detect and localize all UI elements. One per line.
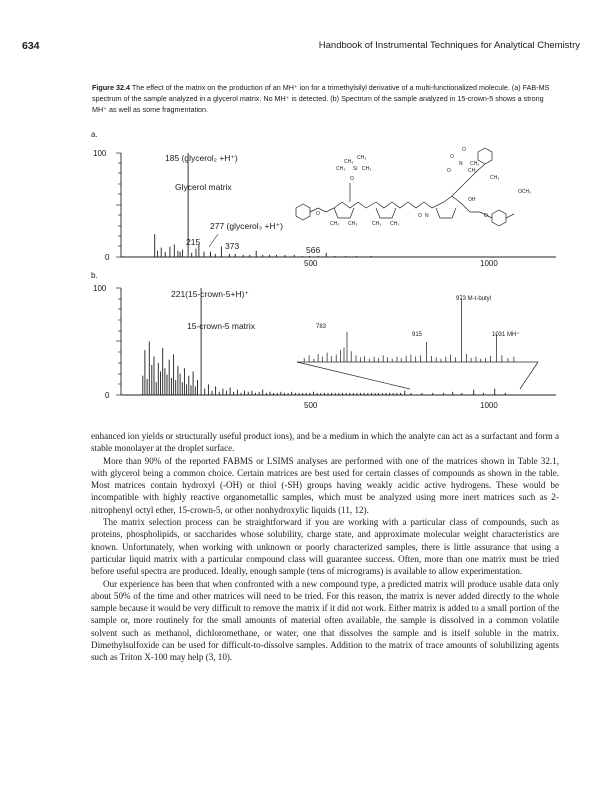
ring-label-o-6: O xyxy=(484,213,488,219)
figure-32-4 xyxy=(0,125,601,420)
ring-label-ch3-3: CH₃ xyxy=(490,175,500,181)
phenyl-ring-top xyxy=(478,148,492,164)
methoxy-bond xyxy=(506,214,514,218)
panel-b-matrix-label: 15-crown-5 matrix xyxy=(187,321,256,331)
ring-label-ch3-2: CH₃ xyxy=(468,168,478,174)
panel-a-xtick-1000: 1000 xyxy=(480,259,498,268)
ring-label-ch3-4: CH₃ xyxy=(330,221,340,227)
ring-label-ch3-7: CH₃ xyxy=(390,221,400,227)
tms-label-o: O xyxy=(350,176,354,182)
inset-annotation-1031: 1031 MH⁺ xyxy=(492,332,520,338)
panel-b-xtick-500: 500 xyxy=(304,401,318,410)
inset-annotation-915: 915 xyxy=(412,332,423,338)
ring-label-o-2: O xyxy=(450,154,454,160)
paragraph-3: The matrix selection process can be straightforward if you are working with a particular class of compounds, such as proteins, phospholipids, or saccharides whose solubility, charge state, and approximate molecular weight characteristics are known. Unfortunately, when working with unknown or poorly characterized samples, there is little assurance that using a particular liquid matrix with a particular compound class will guarantee success. Often, more than one matrix must be tried before useful spectra are produced. Ideally, enough sample (tens of micrograms) is available to allow experimentation. xyxy=(91,517,559,577)
ring-label-n-1: N xyxy=(459,161,463,167)
inset-peaks xyxy=(304,298,514,362)
dioxolane-ring-2 xyxy=(376,208,396,218)
ring-label-ch3-5: CH₃ xyxy=(348,221,358,227)
panel-b-ytick-0: 0 xyxy=(105,391,110,400)
phenyl-ring-right xyxy=(492,210,506,226)
inset-zoom-line-right xyxy=(520,362,538,389)
figure-caption xyxy=(92,82,557,116)
chemical-structure xyxy=(296,148,514,226)
tms-label-ch3-3: CH₃ xyxy=(336,166,346,172)
paragraph-1: enhanced ion yields or structurally useful product ions), and be a medium in which the analyte can act as a surfactant and form a stable monolayer at the droplet surface. xyxy=(91,431,559,454)
ring-label-och3: OCH₃ xyxy=(518,189,532,195)
panel-a-annotation-215: 215 xyxy=(186,237,201,247)
figure-caption-text: The effect of the matrix on the production of an MH⁺ ion for a trimethylsilyl derivative of a multi-functionalized molecule. (a) FAB-MS spectrum of the sample analyzed in a glycerol matrix. No MH⁺ is detected. (b) Spectrum of the sample analyzed in 15-crown-5 shows a strong MH⁺ as well as some fragmentation. xyxy=(92,83,550,115)
paragraph-4: Our experience has been that when confronted with a new compound type, a predicted matrix will produce usable data only about 50% of the time and other matrices will need to be tried. For this reason, the matrix is never added directly to the whole sample because it would be very difficult to remove the matrix if it did not work. Either matrix is added to a small portion of the sample or, more routinely for the small amounts of material often available, the sample is dissolved in a common volatile solvent such as methanol, dichloromethane, or water, one that dissolves the sample and is itself soluble in the matrix. Dimethylsulfoxide can be used for difficult-to-dissolve samples. Addition to the matrix of trace amounts of solubilizing agents such as Triton X-100 may help (3, 10). xyxy=(91,578,559,663)
dioxolane-ring-1 xyxy=(334,208,354,218)
panel-a-matrix-label: Glycerol matrix xyxy=(175,182,232,192)
structure-atom-labels xyxy=(316,147,531,227)
panel-a-annotation-277: 277 (glycerol₃ +H⁺) xyxy=(210,221,283,231)
panel-a-xtick-500: 500 xyxy=(304,259,318,268)
tms-label-ch3-1: CH₃ xyxy=(344,159,354,165)
inset-annotation-973: 973 M-t-butyl xyxy=(456,296,492,302)
ring-label-ch3-1: CH₃ xyxy=(470,161,480,167)
page-header xyxy=(22,40,580,56)
panel-b xyxy=(91,271,556,410)
oxazolidine-ring xyxy=(436,208,456,218)
panel-a-label: a. xyxy=(91,130,98,139)
tms-label-si: Si xyxy=(353,166,358,172)
panel-b-label: b. xyxy=(91,271,98,280)
inset-zoom-line-left xyxy=(297,362,410,389)
panel-b-peaks xyxy=(143,288,506,395)
ring-label-o-5: O xyxy=(316,211,320,217)
running-head: Handbook of Instrumental Techniques for Analytical Chemistry xyxy=(318,40,580,51)
ring-label-o-3: O xyxy=(447,168,451,174)
ring-label-oh: OH xyxy=(468,197,476,203)
phenyl-ring-left xyxy=(296,204,310,220)
ring-label-ch3-6: CH₃ xyxy=(372,221,382,227)
ring-label-o-1: O xyxy=(462,147,466,153)
panel-a-annotation-277-leader xyxy=(209,234,218,247)
tms-label-ch3-4: CH₃ xyxy=(362,166,372,172)
panel-a-annotation-373: 373 xyxy=(225,241,240,251)
body-text xyxy=(91,430,559,664)
panel-a-ytick-100: 100 xyxy=(93,149,107,158)
panel-b-y-ticks xyxy=(116,288,121,395)
ring-label-o-4: O xyxy=(418,213,422,219)
panel-b-annotation-221: 221(15-crown-5+H)⁺ xyxy=(171,289,249,299)
panel-a-ytick-0: 0 xyxy=(105,253,110,262)
panel-a-annotation-185: 185 (glycerol₂ +H⁺) xyxy=(165,153,238,163)
tms-label-ch3-2: CH₃ xyxy=(357,155,367,161)
paragraph-2: More than 90% of the reported FABMS or LSIMS analyses are performed with one of the matrices shown in Table 32.1, with glycerol being a common choice. Certain matrices are best used for certain classes of compounds as shown in the table. Most matrices contain hydroxyl (-OH) or thiol (-SH) groups having weakly acidic active hydrogens. These would be incompatible with highly reactive organometallic samples, which must be analyzed using more inert matrices such as 2-nitrophenyl octyl ether, 15-crown-5, or other nonhydroxylic liquids (11, 12). xyxy=(91,455,559,515)
inset-annotation-783: 783 xyxy=(316,324,327,330)
panel-b-xtick-1000: 1000 xyxy=(480,401,498,410)
ring-label-n-2: N xyxy=(425,213,429,219)
page-number: 634 xyxy=(22,40,40,52)
panel-a xyxy=(91,130,556,268)
panel-b-ytick-100: 100 xyxy=(93,284,107,293)
panel-a-annotation-566: 566 xyxy=(306,245,321,255)
panel-a-y-ticks xyxy=(116,153,121,257)
figure-label: Figure 32.4 xyxy=(92,83,130,92)
